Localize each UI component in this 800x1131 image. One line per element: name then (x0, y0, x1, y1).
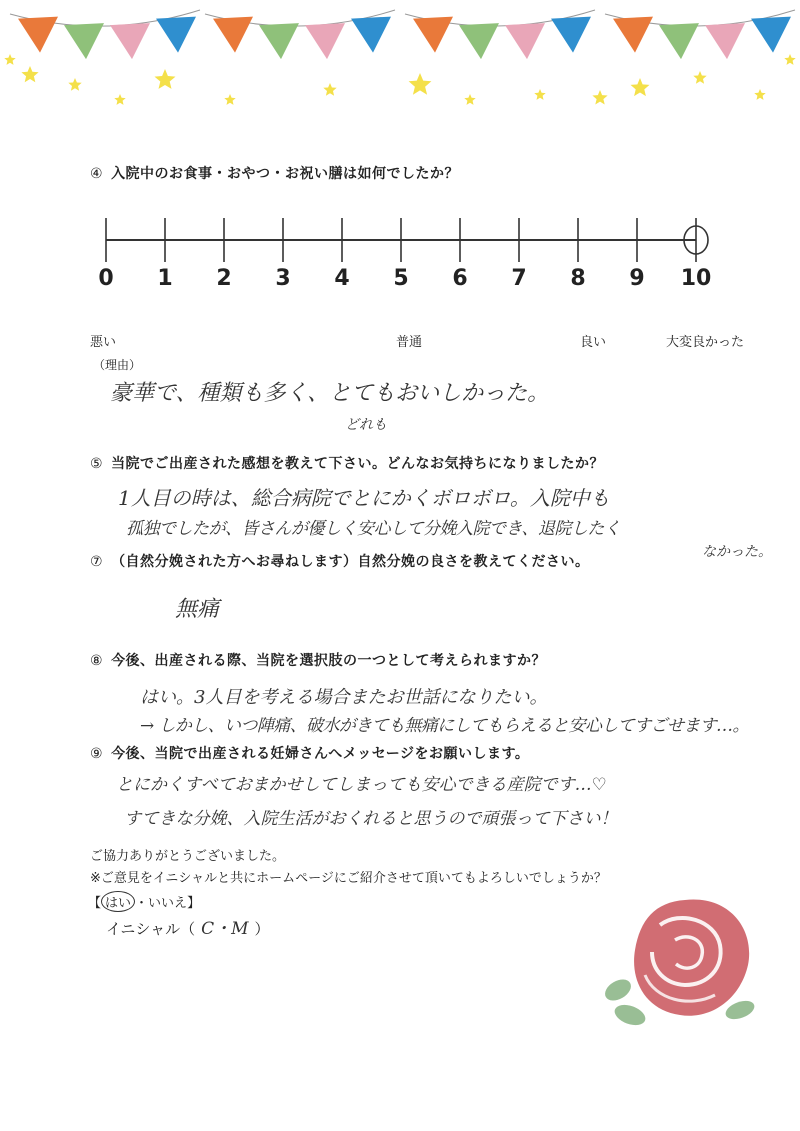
answer-q4-line1: 豪華で、種類も多く、とてもおいしかった。 (110, 381, 550, 406)
star-icon (409, 73, 432, 95)
question-7 (90, 551, 590, 571)
bunting-flag (505, 23, 545, 59)
initial-field (106, 914, 270, 939)
answer-q4-note: どれも (345, 417, 387, 433)
scale-tick-label-10[interactable]: 10 (680, 266, 712, 291)
bunting-flag (613, 17, 653, 53)
thanks-text: ご協力ありがとうございました。 (90, 849, 286, 864)
rating-scale (0, 200, 800, 270)
question-7-text: （自然分娩された方へお尋ねします）自然分娩の良さを教えてください。 (111, 554, 590, 570)
choice-no[interactable]: いいえ (148, 896, 188, 911)
bunting-flag (110, 23, 150, 59)
scale-tick-label-0[interactable]: 0 (98, 266, 114, 291)
scale-word-very-good: 大変良かった (666, 335, 745, 350)
choice-close-bracket: 】 (187, 896, 201, 911)
bunting-flag (64, 23, 104, 59)
star-icon (693, 71, 706, 84)
star-icon (784, 54, 795, 65)
scale-word-bad: 悪い (90, 335, 117, 350)
star-icon (114, 94, 125, 105)
answer-q5-line1: 1人目の時は、総合病院でとにかくボロボロ。入院中も (118, 486, 610, 510)
scale-tick-label-9[interactable]: 9 (629, 266, 645, 291)
answer-q8-line2: → しかし、いつ陣痛、破水がきても無痛にしてもらえると安心してすごせます…。 (140, 716, 749, 736)
question-5-text: 当院でご出産された感想を教えて下さい。どんなお気持ちになりましたか？ (111, 456, 605, 472)
star-icon (21, 66, 38, 82)
star-icon (534, 89, 545, 100)
star-icon (224, 94, 235, 105)
bunting-flag (551, 17, 591, 53)
initial-label: イニシャル（ (106, 920, 196, 938)
question-8-number: ⑧ (90, 653, 104, 669)
star-icon (754, 89, 765, 100)
bunting-flag (705, 23, 745, 59)
answer-q9-line2: すてきな分娩、入院生活がおくれると思うので頑張って下さい！ (124, 809, 618, 829)
bunting-flag (259, 23, 299, 59)
bunting-decoration (0, 0, 800, 115)
rose-illustration (590, 880, 770, 1040)
star-icon (464, 94, 475, 105)
scale-tick-label-8[interactable]: 8 (570, 266, 586, 291)
bunting-flag (156, 17, 196, 53)
bunting-flag (413, 17, 453, 53)
choice-separator: ・ (135, 896, 149, 911)
bunting-flag (18, 17, 58, 53)
choice-open-bracket: 【 (88, 896, 102, 911)
bunting-flag (351, 17, 391, 53)
answer-q7-line1: 無痛 (175, 597, 220, 622)
star-icon (592, 90, 607, 105)
answer-q5-line2: 孤独でしたが、皆さんが優しく安心して分娩入院でき、退院したく (126, 519, 621, 539)
scale-tick-label-7[interactable]: 7 (511, 266, 527, 291)
scale-tick-label-6[interactable]: 6 (452, 266, 468, 291)
question-8-text: 今後、出産される際、当院を選択肢の一つとして考えられますか？ (111, 653, 547, 669)
question-8 (90, 650, 546, 670)
bunting-flag (213, 17, 253, 53)
reason-label: （理由） (93, 358, 142, 372)
answer-q8-line1: はい。3人目を考える場合またお世話になりたい。 (140, 687, 548, 708)
scale-tick-label-2[interactable]: 2 (216, 266, 232, 291)
scale-word-normal: 普通 (396, 335, 423, 350)
scale-tick-label-4[interactable]: 4 (334, 266, 350, 291)
bunting-flag (459, 23, 499, 59)
question-9-text: 今後、当院で出産される妊婦さんへメッセージをお願いします。 (111, 746, 530, 762)
consent-question: ※ご意見をイニシャルと共にホームページにご紹介させて頂いてもよろしいでしょうか？ (90, 871, 607, 886)
star-icon (323, 83, 336, 96)
initial-value[interactable]: C・M (201, 919, 249, 939)
question-4-number: ④ (90, 166, 104, 182)
question-9-number: ⑨ (90, 746, 104, 762)
answer-q9-line1: とにかくすべておまかせしてしまっても安心できる産院です…♡ (116, 775, 607, 795)
star-icon (4, 54, 15, 65)
star-icon (631, 78, 650, 96)
consent-choice (88, 891, 200, 912)
star-icon (155, 69, 176, 89)
question-9 (90, 743, 529, 763)
scale-tick-label-5[interactable]: 5 (393, 266, 409, 291)
scale-word-good: 良い (580, 335, 607, 350)
question-7-number: ⑦ (90, 554, 104, 570)
bunting-flag (305, 23, 345, 59)
question-4 (90, 163, 459, 183)
scale-tick-label-1[interactable]: 1 (157, 266, 173, 291)
bunting-flag (659, 23, 699, 59)
question-5 (90, 453, 604, 473)
answer-q5-line3: なかった。 (702, 544, 772, 560)
scale-tick-label-3[interactable]: 3 (275, 266, 291, 291)
question-4-text: 入院中のお食事・おやつ・お祝い膳は如何でしたか？ (111, 166, 460, 182)
question-5-number: ⑤ (90, 456, 104, 472)
initial-close: ） (254, 920, 270, 938)
bunting-flag (751, 17, 791, 53)
choice-yes[interactable]: はい (101, 891, 135, 912)
star-icon (68, 78, 81, 91)
